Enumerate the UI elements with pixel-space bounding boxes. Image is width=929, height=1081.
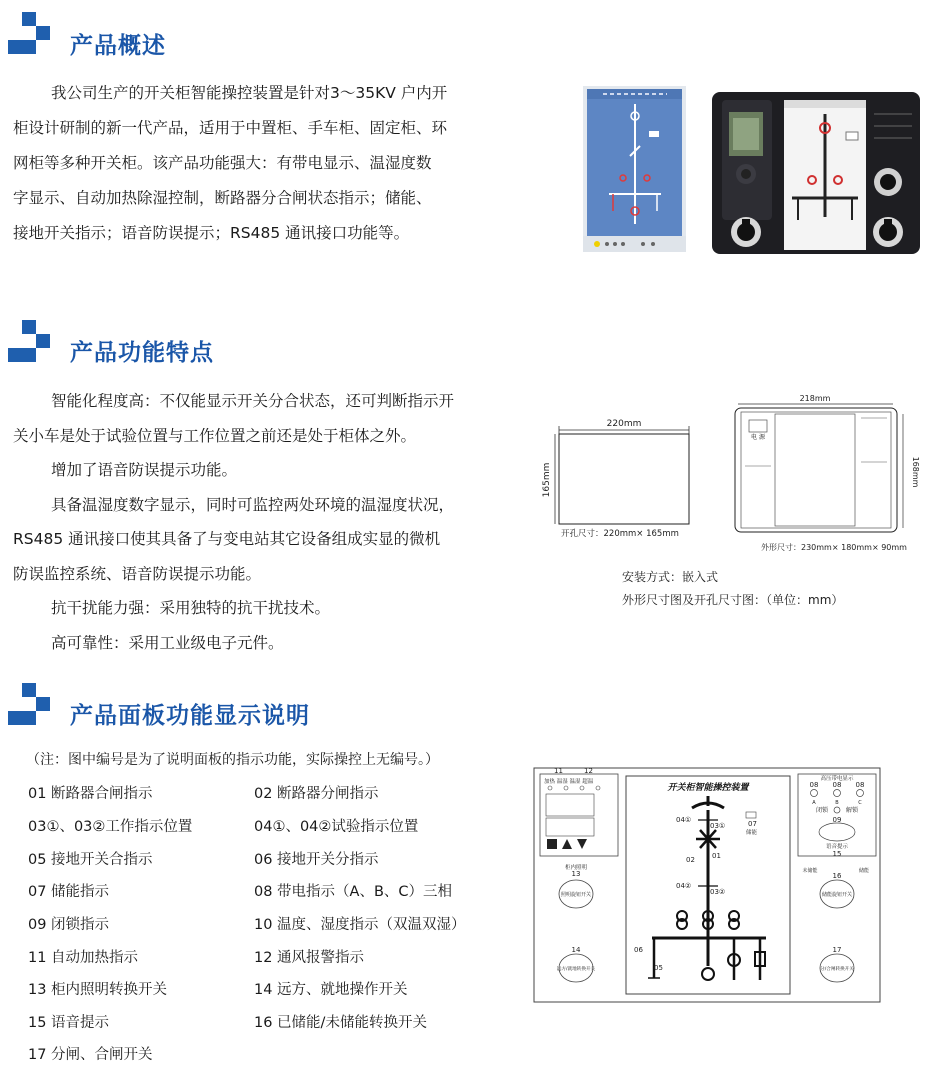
knob-17-label: 分/合闸转换开关	[820, 967, 854, 972]
phase-b: B	[835, 800, 839, 806]
label-03-2: 03②	[710, 888, 726, 896]
knob-14-label: 远方/就地转换开关	[556, 967, 596, 972]
feature-line: 高可靠性：采用工业级电子元件。	[51, 633, 284, 652]
label-11: 11	[554, 767, 563, 775]
cutout-caption: 开孔尺寸：220mm× 165mm	[561, 529, 679, 539]
unstored-label: 未储能	[802, 868, 818, 874]
knob-16-label: 储能旋钮开关	[821, 892, 853, 898]
label-08-c: 08	[855, 781, 865, 789]
outline-caption: 外形尺寸：230mm× 180mm× 90mm	[761, 543, 907, 552]
label-06: 06	[634, 946, 643, 954]
lock-label: 闭锁	[815, 807, 829, 814]
panel-schematic	[532, 766, 882, 1006]
label-09: 09	[832, 816, 842, 824]
mimic-header: 开关柜智能操控装置	[667, 783, 749, 793]
section-icon-features	[8, 320, 50, 362]
feature-line: 具备温湿度数字显示，同时可监控两处环境的温湿度状况，	[51, 495, 455, 514]
feature-line: 增加了语音防误提示功能。	[51, 461, 238, 479]
label-08-a: 08	[809, 781, 819, 789]
features-text	[13, 384, 523, 660]
label-15: 15	[832, 850, 842, 858]
label-07-text: 储能	[746, 830, 758, 836]
panel-item-09: 09 闭锁指示	[28, 917, 110, 933]
outline-height-label: 168mm	[911, 456, 920, 488]
panel-item-17: 17 分闸、合闸开关	[28, 1047, 153, 1063]
label-01: 01	[712, 852, 721, 860]
overview-line: 柜设计研制的新一代产品，适用于中置柜、手车柜、固定柜、环	[13, 119, 448, 137]
label-04-1: 04①	[676, 816, 692, 824]
section-title-features: 产品功能特点	[70, 340, 214, 366]
panel-item-15: 15 语音提示	[28, 1015, 110, 1031]
panel-item-04: 04①、04②试验指示位置	[254, 819, 419, 835]
label-02: 02	[686, 856, 695, 864]
panel-note: （注：图中编号是为了说明面板的指示功能，实际操控上无编号。）	[26, 752, 439, 768]
panel-item-16: 16 已储能/未储能转换开关	[254, 1015, 427, 1031]
phase-a: A	[812, 800, 816, 806]
feature-line: 智能化程度高：不仅能显示开关分合状态，还可判断指示开	[51, 392, 455, 410]
panel-item-13: 13 柜内照明转换开关	[28, 982, 168, 998]
feature-line: 关小车是处于试验位置与工作位置之前还是处于柜体之外。	[13, 426, 417, 445]
panel-item-01: 01 断路器合闸指示	[28, 786, 153, 802]
diagram-caption: 外形尺寸图及开孔尺寸图：（单位：mm）	[622, 593, 844, 607]
panel-item-11: 11 自动加热指示	[28, 950, 139, 966]
overview-line: 接地开关指示；语音防误提示；RS485 通讯接口功能等。	[13, 224, 410, 242]
stored-label: 储能	[858, 868, 870, 874]
panel-item-06: 06 接地开关分指示	[254, 852, 379, 868]
panel-item-12: 12 通风报警指示	[254, 950, 365, 966]
voice-label: 语音提示	[825, 844, 849, 850]
feature-line: 防误监控系统、语音防误提示功能。	[13, 564, 262, 583]
feature-line: 抗干扰能力强：采用独特的抗干扰技术。	[51, 599, 331, 617]
panel-item-05: 05 接地开关合指示	[28, 852, 153, 868]
live-indicator-title: 高压带电显示	[820, 776, 854, 782]
overview-line: 网柜等多种开关柜。该产品功能强大：有带电显示、温湿度数	[13, 154, 432, 172]
label-13-top: 柜内照明	[564, 865, 588, 871]
left-top-labels: 加热 温湿 温湿 超温	[544, 779, 594, 785]
label-08-b: 08	[832, 781, 842, 789]
overview-line: 我公司生产的开关柜智能操控装置是针对3～35KV 户内开	[51, 84, 448, 102]
unlock-label: 解锁	[845, 807, 859, 814]
panel-item-07: 07 储能指示	[28, 884, 110, 900]
label-03-1: 03①	[710, 822, 726, 830]
panel-item-02: 02 断路器分闸指示	[254, 786, 379, 802]
cutout-width-label: 220mm	[606, 419, 642, 429]
label-12: 12	[584, 767, 593, 775]
product-photo-blue-panel	[583, 86, 686, 252]
label-05: 05	[654, 964, 663, 972]
panel-item-03: 03①、03②工作指示位置	[28, 819, 193, 835]
power-label: 电 源	[751, 434, 765, 441]
label-17: 17	[832, 946, 842, 954]
label-16: 16	[832, 872, 842, 880]
install-method: 安装方式：嵌入式	[622, 570, 719, 584]
label-07: 07	[748, 820, 757, 828]
panel-item-14: 14 远方、就地操作开关	[254, 982, 408, 998]
label-04-2: 04②	[676, 882, 692, 890]
section-icon-panel	[8, 683, 50, 725]
section-title-overview: 产品概述	[70, 33, 166, 59]
outline-width-label: 218mm	[799, 394, 831, 403]
feature-line: RS485 通讯接口使其具备了与变电站其它设备组成实显的微机	[13, 530, 441, 548]
cutout-height-label: 165mm	[542, 462, 552, 498]
section-icon-overview	[8, 12, 50, 54]
label-14: 14	[571, 946, 581, 954]
label-13: 13	[571, 870, 581, 878]
phase-c: C	[858, 800, 862, 806]
overview-text	[13, 76, 533, 251]
section-title-panel: 产品面板功能显示说明	[70, 703, 310, 729]
panel-item-08: 08 带电指示（A、B、C）三相	[254, 884, 453, 900]
dimension-diagram	[535, 392, 920, 562]
overview-line: 字显示、自动加热除湿控制，断路器分合闸状态指示；储能、	[13, 189, 432, 207]
product-photo-black-device	[712, 92, 920, 254]
knob-13-label: 照明旋钮开关	[560, 892, 592, 898]
panel-item-10: 10 温度、湿度指示（双温双湿）	[254, 917, 466, 933]
